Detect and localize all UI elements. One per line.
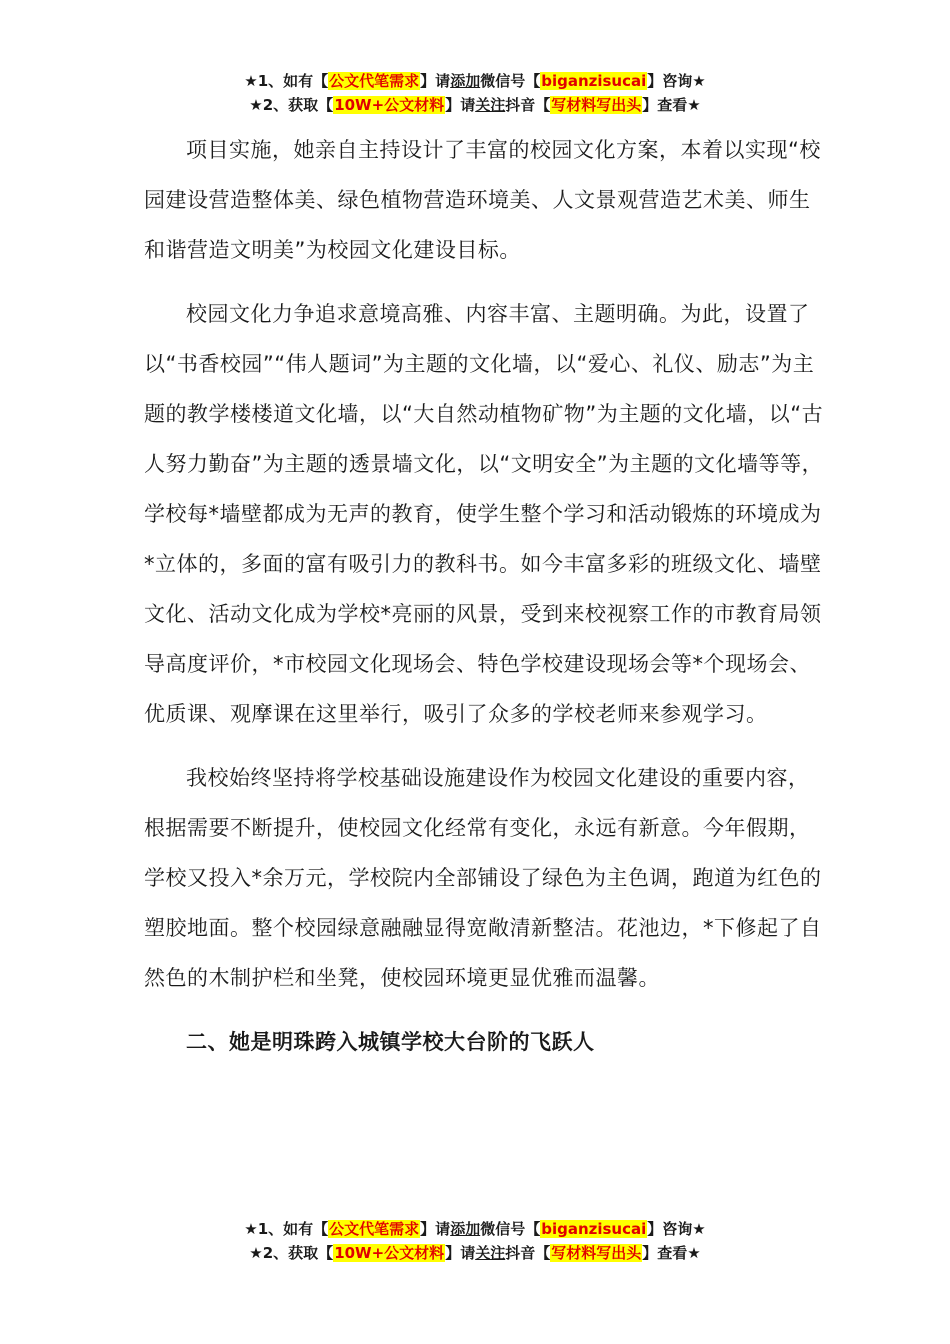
highlight-service: 公文代笔需求 (329, 72, 420, 90)
banner-line-2: ★2、获取【10W+公文材料】请关注抖音【写材料写出头】查看★ (249, 96, 701, 114)
banner-line-1: ★1、如有【公文代笔需求】请添加微信号【biganzisucai】咨询★ (244, 72, 706, 90)
header-banner (0, 69, 950, 117)
highlight-materials: 10W+公文材料 (334, 1244, 445, 1262)
highlight-wechat-id: biganzisucai (541, 1220, 647, 1238)
footer-banner (0, 1217, 950, 1265)
banner-line-1: ★1、如有【公文代笔需求】请添加微信号【biganzisucai】咨询★ (244, 1220, 706, 1238)
highlight-wechat-id: biganzisucai (541, 72, 647, 90)
banner-line-2: ★2、获取【10W+公文材料】请关注抖音【写材料写出头】查看★ (249, 1244, 701, 1262)
highlight-materials: 10W+公文材料 (334, 96, 445, 114)
highlight-douyin: 写材料写出头 (551, 1244, 642, 1262)
paragraph-1: 项目实施，她亲自主持设计了丰富的校园文化方案，本着以实现“校园建设营造整体美、绿色植物营造环境美、人文景观营造艺术美、师生和谐营造文明美”为校园文化建设目标。 (144, 138, 821, 262)
highlight-service: 公文代笔需求 (329, 1220, 420, 1238)
section-heading: 二、她是明珠跨入城镇学校大台阶的飞跃人 (186, 1030, 595, 1054)
paragraph-3: 我校始终坚持将学校基础设施建设作为校园文化建设的重要内容，根据需要不断提升，使校园文化经常有变化，永远有新意。今年假期，学校又投入*余万元，学校院内全部铺设了绿色为主色调，跑道为红色的塑胶地面。整个校园绿意融融显得宽敞清新整洁。花池边，*下修起了自然色的木制护栏和坐凳，使校园环境更显优雅而温馨。 (144, 766, 822, 990)
highlight-douyin: 写材料写出头 (551, 96, 642, 114)
document-body (144, 125, 824, 1067)
paragraph-2: 校园文化力争追求意境高雅、内容丰富、主题明确。为此，设置了以“书香校园”“伟人题词”为主题的文化墙，以“爱心、礼仪、励志”为主题的教学楼楼道文化墙，以“大自然动植物矿物”为主题的文化墙，以“古人努力勤奋”为主题的透景墙文化，以“文明安全”为主题的文化墙等等，学校每*墙壁都成为无声的教育，使学生整个学习和活动锻炼的环境成为*立体的，多面的富有吸引力的教科书。如今丰富多彩的班级文化、墙壁文化、活动文化成为学校*亮丽的风景，受到来校视察工作的市教育局领导高度评价，*市校园文化现场会、特色学校建设现场会等*个现场会、优质课、观摩课在这里举行，吸引了众多的学校老师来参观学习。 (144, 302, 824, 726)
